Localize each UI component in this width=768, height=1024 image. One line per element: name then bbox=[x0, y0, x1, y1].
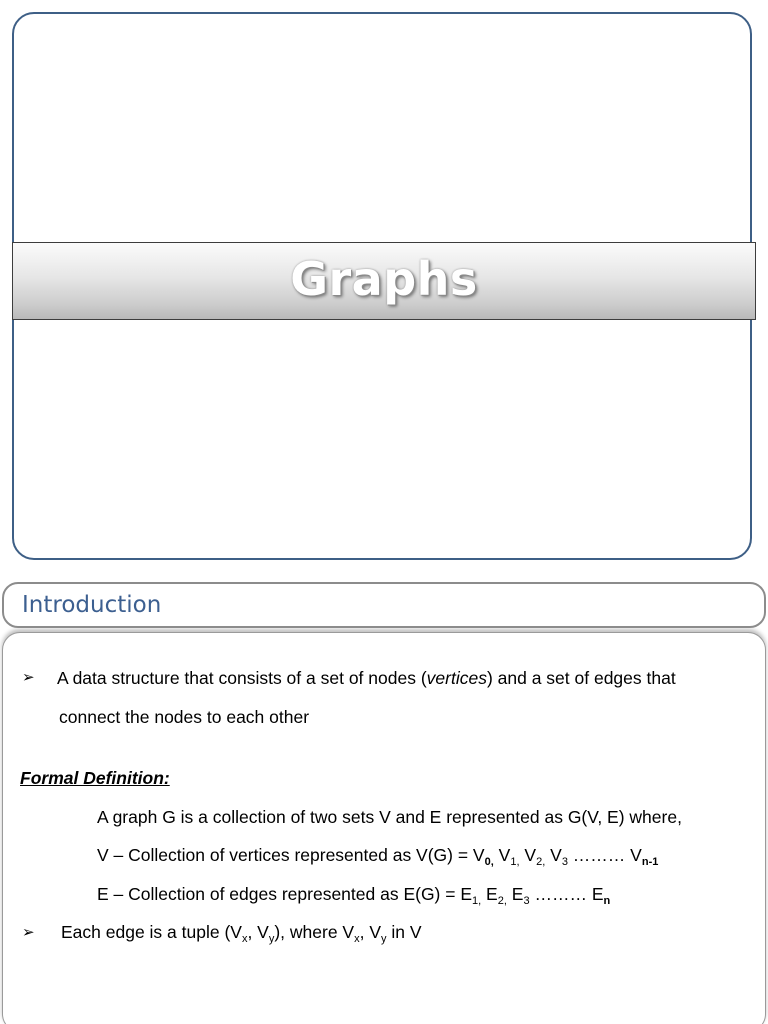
section-header bbox=[2, 582, 766, 628]
bullet-1-line-2: connect the nodes to each other bbox=[59, 707, 310, 727]
content-box bbox=[2, 632, 766, 1024]
bullet-arrow-icon: ➢ bbox=[22, 668, 35, 686]
vertices-definition: V – Collection of vertices represented as $V(G) = V_{0,}$ $V_{1,}$ $V_{2,}$ $V_3$ ……… $V_{n-1}$ bbox=[97, 845, 659, 868]
section-title: Introduction bbox=[22, 592, 162, 618]
bullet-2: Each edge is a tuple ($V_x$, $V_y$), where $V_x$, $V_y$ in V bbox=[61, 922, 422, 945]
vertices-term: vertices bbox=[426, 668, 487, 688]
bullet-1-line-1: A data structure that consists of a set of nodes (vertices) and a set of edges that bbox=[57, 668, 676, 688]
formal-definition-label: Formal Definition: bbox=[20, 768, 170, 788]
definition-line: A graph G is a collection of two sets V and E represented as G(V, E) where, bbox=[97, 807, 682, 827]
edges-definition: E – Collection of edges represented as $E(G) = E_{1,}$ $E_{2,}$ $E_3$ ……… $E_n$ bbox=[97, 884, 611, 907]
bullet-arrow-icon: ➢ bbox=[22, 923, 35, 941]
title-band bbox=[12, 242, 756, 320]
slide-title: Graphs bbox=[290, 252, 478, 306]
